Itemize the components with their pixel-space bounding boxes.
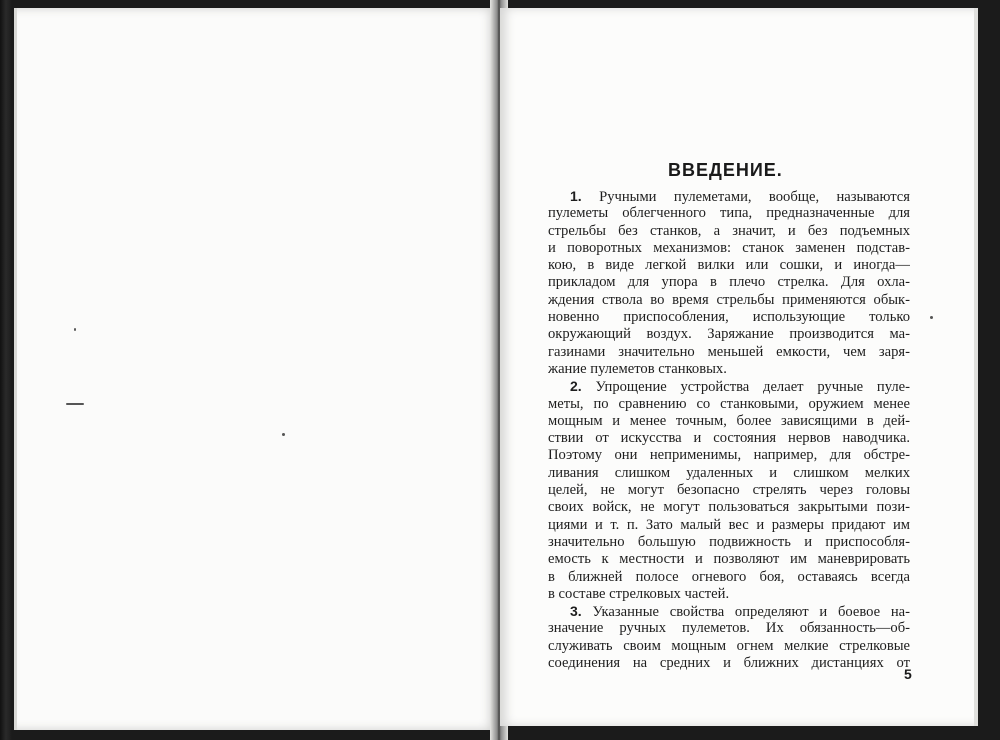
ink-speck [66,403,84,405]
text-line: кою, в виде легкой вилки или сошки, и иногда— [548,257,910,274]
text-line: мощным и менее точным, более зависящими в дей- [548,412,910,429]
text-line: 3. Указанные свойства определяют и боевое на- [570,603,910,621]
ink-speck [282,433,285,436]
paragraph-2 [548,378,910,603]
text-line: и поворотных механизмов: станок заменен подстав- [548,239,910,256]
paragraph-1 [548,188,910,378]
text-line: в составе стрелковых частей. [548,585,730,602]
ink-speck [74,328,76,331]
page-number: 5 [904,666,912,682]
text-line: циями и т. п. Зато малый вес и размеры придают им [548,516,910,533]
text-line: 1. Ручными пулеметами, вообще, называются [570,188,910,205]
ink-speck [930,316,933,319]
chapter-title: ВВЕДЕНИЕ. [668,160,783,180]
text-line: Поэтому они неприменимы, например, для обстре- [548,447,910,464]
text-line: газинами значительно меньшей емкости, чем заря- [548,343,910,360]
left-page-blank [14,8,496,730]
text-line: 2. Упрощение устройства делает ручные пуле- [570,378,910,396]
text-line: меты, по сравнению со станковыми, оружием менее [548,395,910,412]
text-line: своих войск, не могут пользоваться закрытыми пози- [548,499,910,516]
text-line: целей, не могут безопасно стрелять через головы [548,482,910,499]
text-line: новенно приспособления, использующие только [548,309,910,326]
text-line: в ближней полосе огневого боя, оставаясь всегда [548,568,910,585]
text-line: прикладом для упора в плечо стрелка. Для охла- [548,274,910,291]
text-line: ствии от искусства и состояния нервов наводчика. [548,430,910,447]
paragraph-number: 3. [570,603,582,620]
text-line: емость к местности и позволяют им маневрировать [548,551,910,568]
left-page-edge [14,8,17,730]
text-line: служивать своим мощным огнем мелкие стрелковые [548,637,910,654]
text-line: ждения ствола во время стрельбы применяются обык- [548,291,910,308]
text-line: жание пулеметов станковых. [548,360,727,377]
paragraph-3 [548,603,910,672]
paragraph-number: 2. [570,378,582,395]
text-line: значительно большую подвижность и приспособля- [548,533,910,550]
text-line: окружающий воздух. Заряжание производится ма- [548,326,910,343]
text-line: значение ручных пулеметов. Их обязанность—об- [548,620,910,637]
body-text [548,188,910,672]
text-line: стрельбы без станков, а значит, и без подъемных [548,222,910,239]
text-line: соединения на средних и ближних дистанциях от [548,655,910,672]
text-line: пулеметы облегченного типа, предназначенные для [548,205,910,222]
text-line: ливания слишком удаленных и слишком мелких [548,464,910,481]
right-page-edge [974,8,978,726]
paragraph-number: 1. [570,188,582,204]
